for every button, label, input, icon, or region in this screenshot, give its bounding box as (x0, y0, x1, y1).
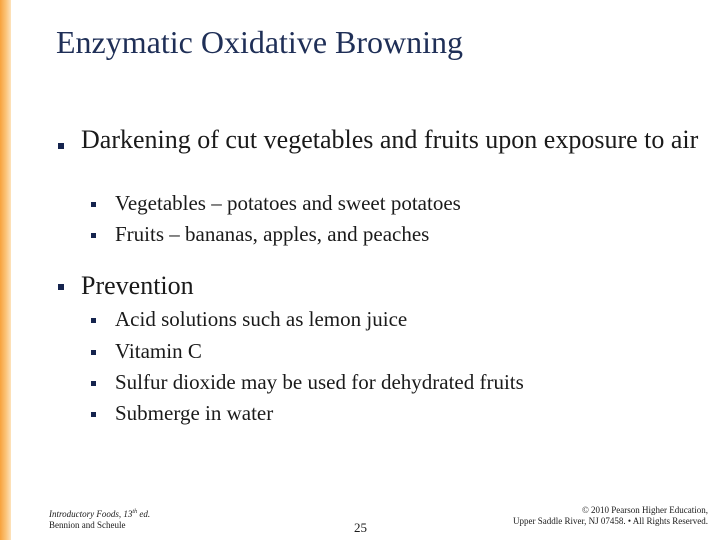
footer-authors: Bennion and Scheule (49, 520, 126, 530)
copyright-line-1: © 2010 Pearson Higher Education, (581, 505, 708, 515)
footer-book-citation (49, 509, 150, 531)
sub-bullet-text: Submerge in water (115, 401, 274, 425)
sub-bullet-square-icon (91, 412, 96, 417)
sub-bullet-square-icon (91, 233, 96, 238)
sub-bullet-text: Fruits – bananas, apples, and peaches (115, 222, 430, 246)
sub-bullet-text: Sulfur dioxide may be used for dehydrated fruits (115, 370, 524, 394)
footer-edition-suffix: th (132, 509, 138, 515)
bullet-square-icon (58, 143, 64, 149)
copyright-line-2: Upper Saddle River, NJ 07458. • All Rights Reserved. (512, 516, 708, 526)
bullet-text: Prevention (81, 271, 194, 300)
footer-book-title: Introductory Foods, 13 (49, 509, 133, 519)
sub-bullet-text: Vitamin C (115, 339, 202, 363)
sub-bullet-square-icon (91, 350, 96, 355)
bullet-text: Darkening of cut vegetables and fruits upon exposure to air (81, 125, 699, 154)
sub-bullet-square-icon (91, 202, 96, 207)
sub-bullet-square-icon (91, 381, 96, 386)
footer-book-title-line (49, 509, 150, 520)
sub-bullet-text: Vegetables – potatoes and sweet potatoes (115, 191, 461, 215)
sub-bullet-square-icon (91, 318, 96, 323)
accent-side-bar (0, 0, 11, 540)
page-number: 25 (354, 520, 367, 535)
bullet-square-icon (58, 284, 64, 290)
slide-title: Enzymatic Oxidative Browning (56, 24, 464, 60)
sub-bullet-text: Acid solutions such as lemon juice (115, 307, 408, 331)
footer-copyright (513, 505, 708, 527)
footer-edition-word: ed. (137, 509, 151, 519)
